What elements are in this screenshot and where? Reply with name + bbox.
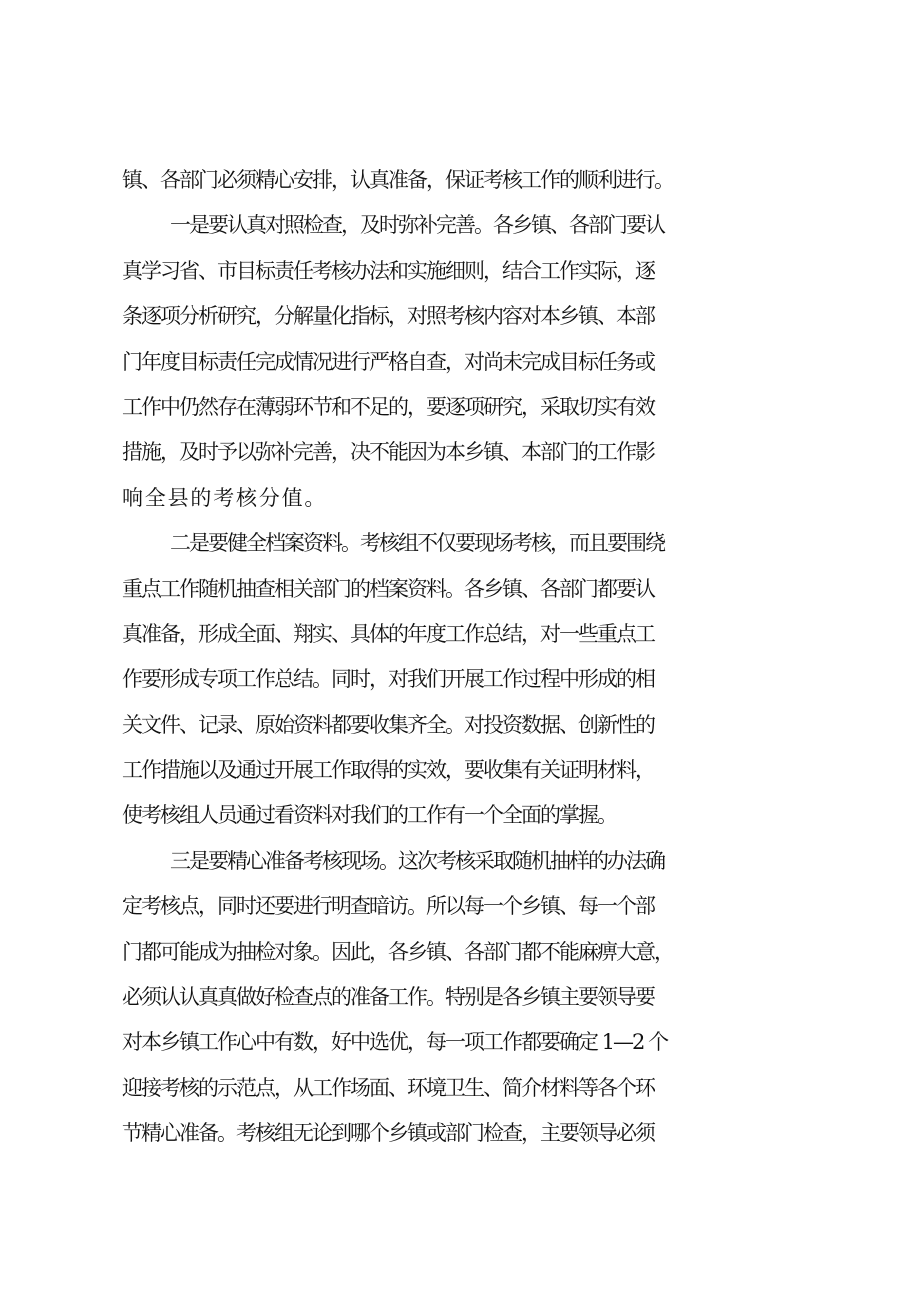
text-line: 响全县的考核分值。 [122, 485, 328, 510]
text-line: 必须认认真真做好检查点的准备工作。特别是各乡镇主要领导要 [122, 985, 654, 1010]
text-line: 关文件、记录、原始资料都要收集齐全。对投资数据、创新性的 [122, 712, 654, 737]
text-line: 对本乡镇工作心中有数，好中选优，每一项工作都要确定 1—2 个 [122, 1030, 668, 1055]
text-line: 工作措施以及通过开展工作取得的实效，要收集有关证明材料， [122, 758, 654, 783]
paragraph-first-line: 一是要认真对照检查，及时弥补完善。各乡镇、各部门要认 [170, 213, 664, 238]
text-line: 重点工作随机抽查相关部门的档案资料。各乡镇、各部门都要认 [122, 576, 654, 601]
text-line: 定考核点，同时还要进行明查暗访。所以每一个乡镇、每一个部 [122, 894, 654, 919]
text-line: 工作中仍然存在薄弱环节和不足的，要逐项研究，采取切实有效 [122, 394, 654, 419]
body-text [122, 158, 812, 1157]
text-line: 迎接考核的示范点，从工作场面、环境卫生、简介材料等各个环 [122, 1075, 654, 1100]
paragraph-first-line: 二是要健全档案资料。考核组不仅要现场考核，而且要围绕 [170, 531, 664, 556]
text-line: 门都可能成为抽检对象。因此，各乡镇、各部门都不能麻痹大意， [122, 939, 673, 964]
text-line: 节精心准备。考核组无论到哪个乡镇或部门检查，主要领导必须 [122, 1121, 654, 1146]
text-line: 门年度目标责任完成情况进行严格自查，对尚未完成目标任务或 [122, 349, 654, 374]
text-line: 条逐项分析研究，分解量化指标，对照考核内容对本乡镇、本部 [122, 304, 654, 329]
text-line: 使考核组人员通过看资料对我们的工作有一个全面的掌握。 [122, 803, 616, 828]
text-line: 真学习省、市目标责任考核办法和实施细则，结合工作实际，逐 [122, 258, 654, 283]
text-line: 作要形成专项工作总结。同时，对我们开展工作过程中形成的相 [122, 667, 654, 692]
text-line: 措施，及时予以弥补完善，决不能因为本乡镇、本部门的工作影 [122, 440, 654, 465]
text-line: 镇、各部门必须精心安排，认真准备，保证考核工作的顺利进行。 [122, 168, 673, 192]
text-line: 真准备，形成全面、翔实、具体的年度工作总结，对一些重点工 [122, 621, 654, 646]
paragraph-first-line: 三是要精心准备考核现场。这次考核采取随机抽样的办法确 [170, 848, 664, 873]
